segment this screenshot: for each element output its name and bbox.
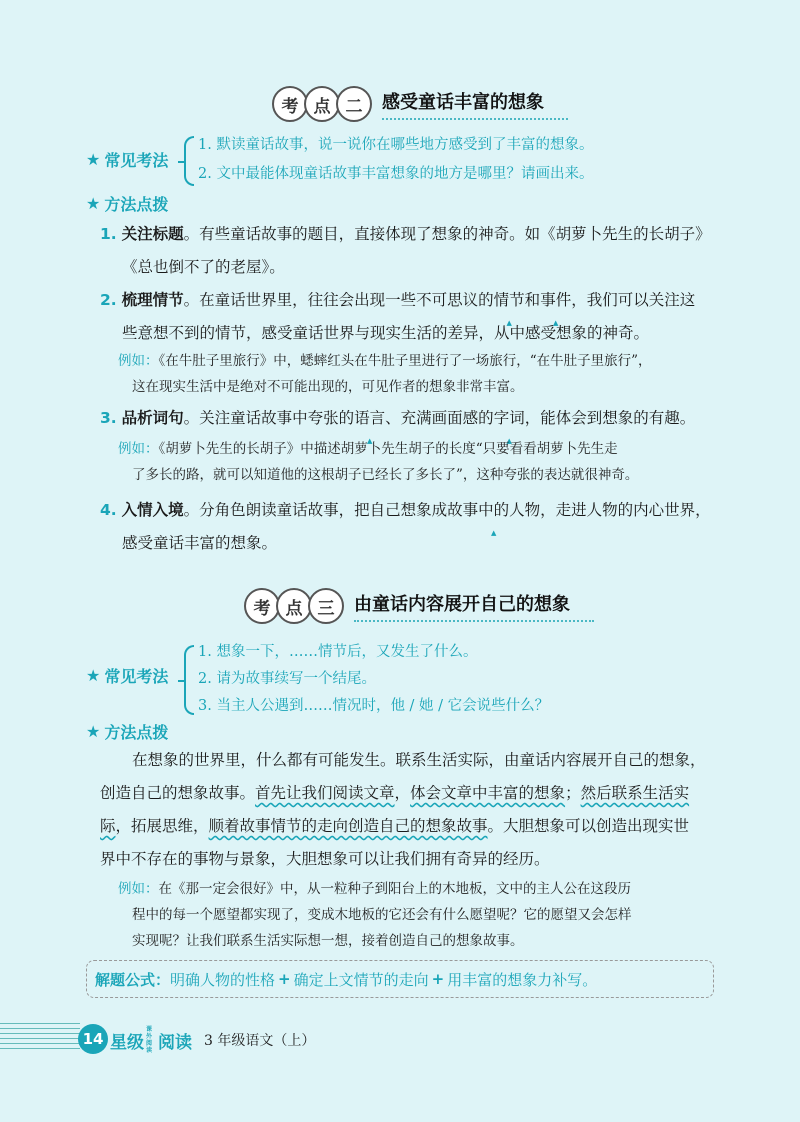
method-2-line-2: 些意想不到的情节，感受童话世界与现实生活的差异，从中感受想象的神奇。 <box>122 324 650 342</box>
footer-decoration <box>0 1023 80 1053</box>
body-line-2: 创造自己的想象故事。首先让我们阅读文章，体会文章中丰富的想象；然后联系生活实 <box>100 784 690 802</box>
brand-logo: 星级 课外阅读 阅读 3 年级语文（上） <box>110 1026 316 1054</box>
question-2: 2. 文中最能体现童话故事丰富想象的地方是哪里？请画出来。 <box>198 166 594 182</box>
badge-kao: 考 <box>244 588 280 624</box>
question-3-1: 1. 想象一下，……情节后，又发生了什么。 <box>198 644 478 660</box>
method-1: 1. 关注标题。有些童话故事的题目，直接体现了想象的神奇。如《胡萝卜先生的长胡子》 <box>100 225 711 243</box>
question-3-3: 3. 当主人公遇到……情况时，他 / 她 / 它会说些什么？ <box>198 698 550 714</box>
plus-icon: + <box>278 970 291 988</box>
formula-label: 解题公式： <box>95 970 171 989</box>
body-line-3: 际，拓展思维，顺着故事情节的走向创造自己的想象故事。大胆想象可以创造出现实世 <box>100 817 690 835</box>
star-icon: ★ <box>86 194 101 213</box>
common-methods-label-3: ★ 常见考法 <box>86 666 169 686</box>
formula-part-c: 用丰富的想象力补写。 <box>447 970 598 989</box>
example-3-line-2: 程中的每一个愿望都实现了，变成木地板的它还会有什么愿望呢？它的愿望又会怎样 <box>132 907 632 923</box>
method-label: ★ 方法点拨 <box>86 194 169 214</box>
example-1: 例如：《在牛肚子里旅行》中，蟋蟀红头在牛肚子里进行了一场旅行，“在牛肚子里旅行”， <box>118 353 652 369</box>
section-2-title: 感受童话丰富的想象 <box>382 88 568 120</box>
section-3-header <box>244 588 594 624</box>
page-number: 14 <box>78 1024 108 1054</box>
solution-formula-box <box>86 960 714 998</box>
question-1: 1. 默读童话故事，说一说你在哪些地方感受到了丰富的想象。 <box>198 137 594 153</box>
method-2: 2. 梳理情节。在童话世界里，往往会出现一些不可思议的情节 ▲和事件 ▲，我们可以关注这 <box>100 284 695 317</box>
star-icon: ★ <box>86 722 101 741</box>
badge-san: 三 <box>308 588 344 624</box>
body-line-4: 界中不存在的事物与景象，大胆想象可以让我们拥有奇异的经历。 <box>100 850 550 868</box>
common-methods-label: ★ 常见考法 <box>86 150 169 170</box>
brace-icon <box>184 645 194 715</box>
section-3-title: 由童话内容展开自己的想象 <box>354 590 594 622</box>
brace-icon <box>184 136 194 186</box>
example-1-line-2: 这在现实生活中是绝对不可能出现的，可见作者的想象非常丰富。 <box>132 379 524 395</box>
example-2-line-2: 了多长的路，就可以知道他的这根胡子已经长了多长了”，这种夸张的表达就很神奇。 <box>132 467 639 483</box>
badge-kao: 考 <box>272 86 308 122</box>
method-4: 4. 入情入境。分角色朗读童话故事，把自己想象成故事中的人物 ▲，走进人物的内心世界， <box>100 494 711 527</box>
badge-dian: 点 <box>276 588 312 624</box>
star-icon: ★ <box>86 150 101 169</box>
badge-dian: 点 <box>304 86 340 122</box>
method-1-line-2: 《总也倒不了的老屋》。 <box>122 258 285 276</box>
section-2-header <box>272 86 568 122</box>
badge-er: 二 <box>336 86 372 122</box>
example-3: 例如：在《那一定会很好》中，从一粒种子到阳台上的木地板，文中的主人公在这段历 <box>118 881 631 897</box>
star-icon: ★ <box>86 666 101 685</box>
plus-icon: + <box>431 970 445 988</box>
formula-part-a: 明确人物的性格 <box>170 970 276 989</box>
example-2: 例如：《胡萝卜先生的长胡子》中描述胡萝卜先生胡子的长度“只要看看胡萝卜先生走 <box>118 441 618 457</box>
formula-part-b: 确定上文情节的走向 <box>293 970 429 989</box>
grade-label: 3 年级语文（上） <box>204 1033 316 1049</box>
method-4-line-2: 感受童话丰富的想象。 <box>122 534 278 552</box>
method-3: 3. 品析词句。关注童话故事中夸张的语言 ▲、充满画面感的字词 ▲，能体会到想象的有趣。 <box>100 402 695 435</box>
example-3-line-3: 实现呢？让我们联系生活实际想一想，接着创造自己的想象故事。 <box>132 933 524 949</box>
question-3-2: 2. 请为故事续写一个结尾。 <box>198 671 376 687</box>
method-label-3: ★ 方法点拨 <box>86 722 169 742</box>
body-line-1: 在想象的世界里，什么都有可能发生。联系生活实际，由童话内容展开自己的想象， <box>132 751 706 769</box>
